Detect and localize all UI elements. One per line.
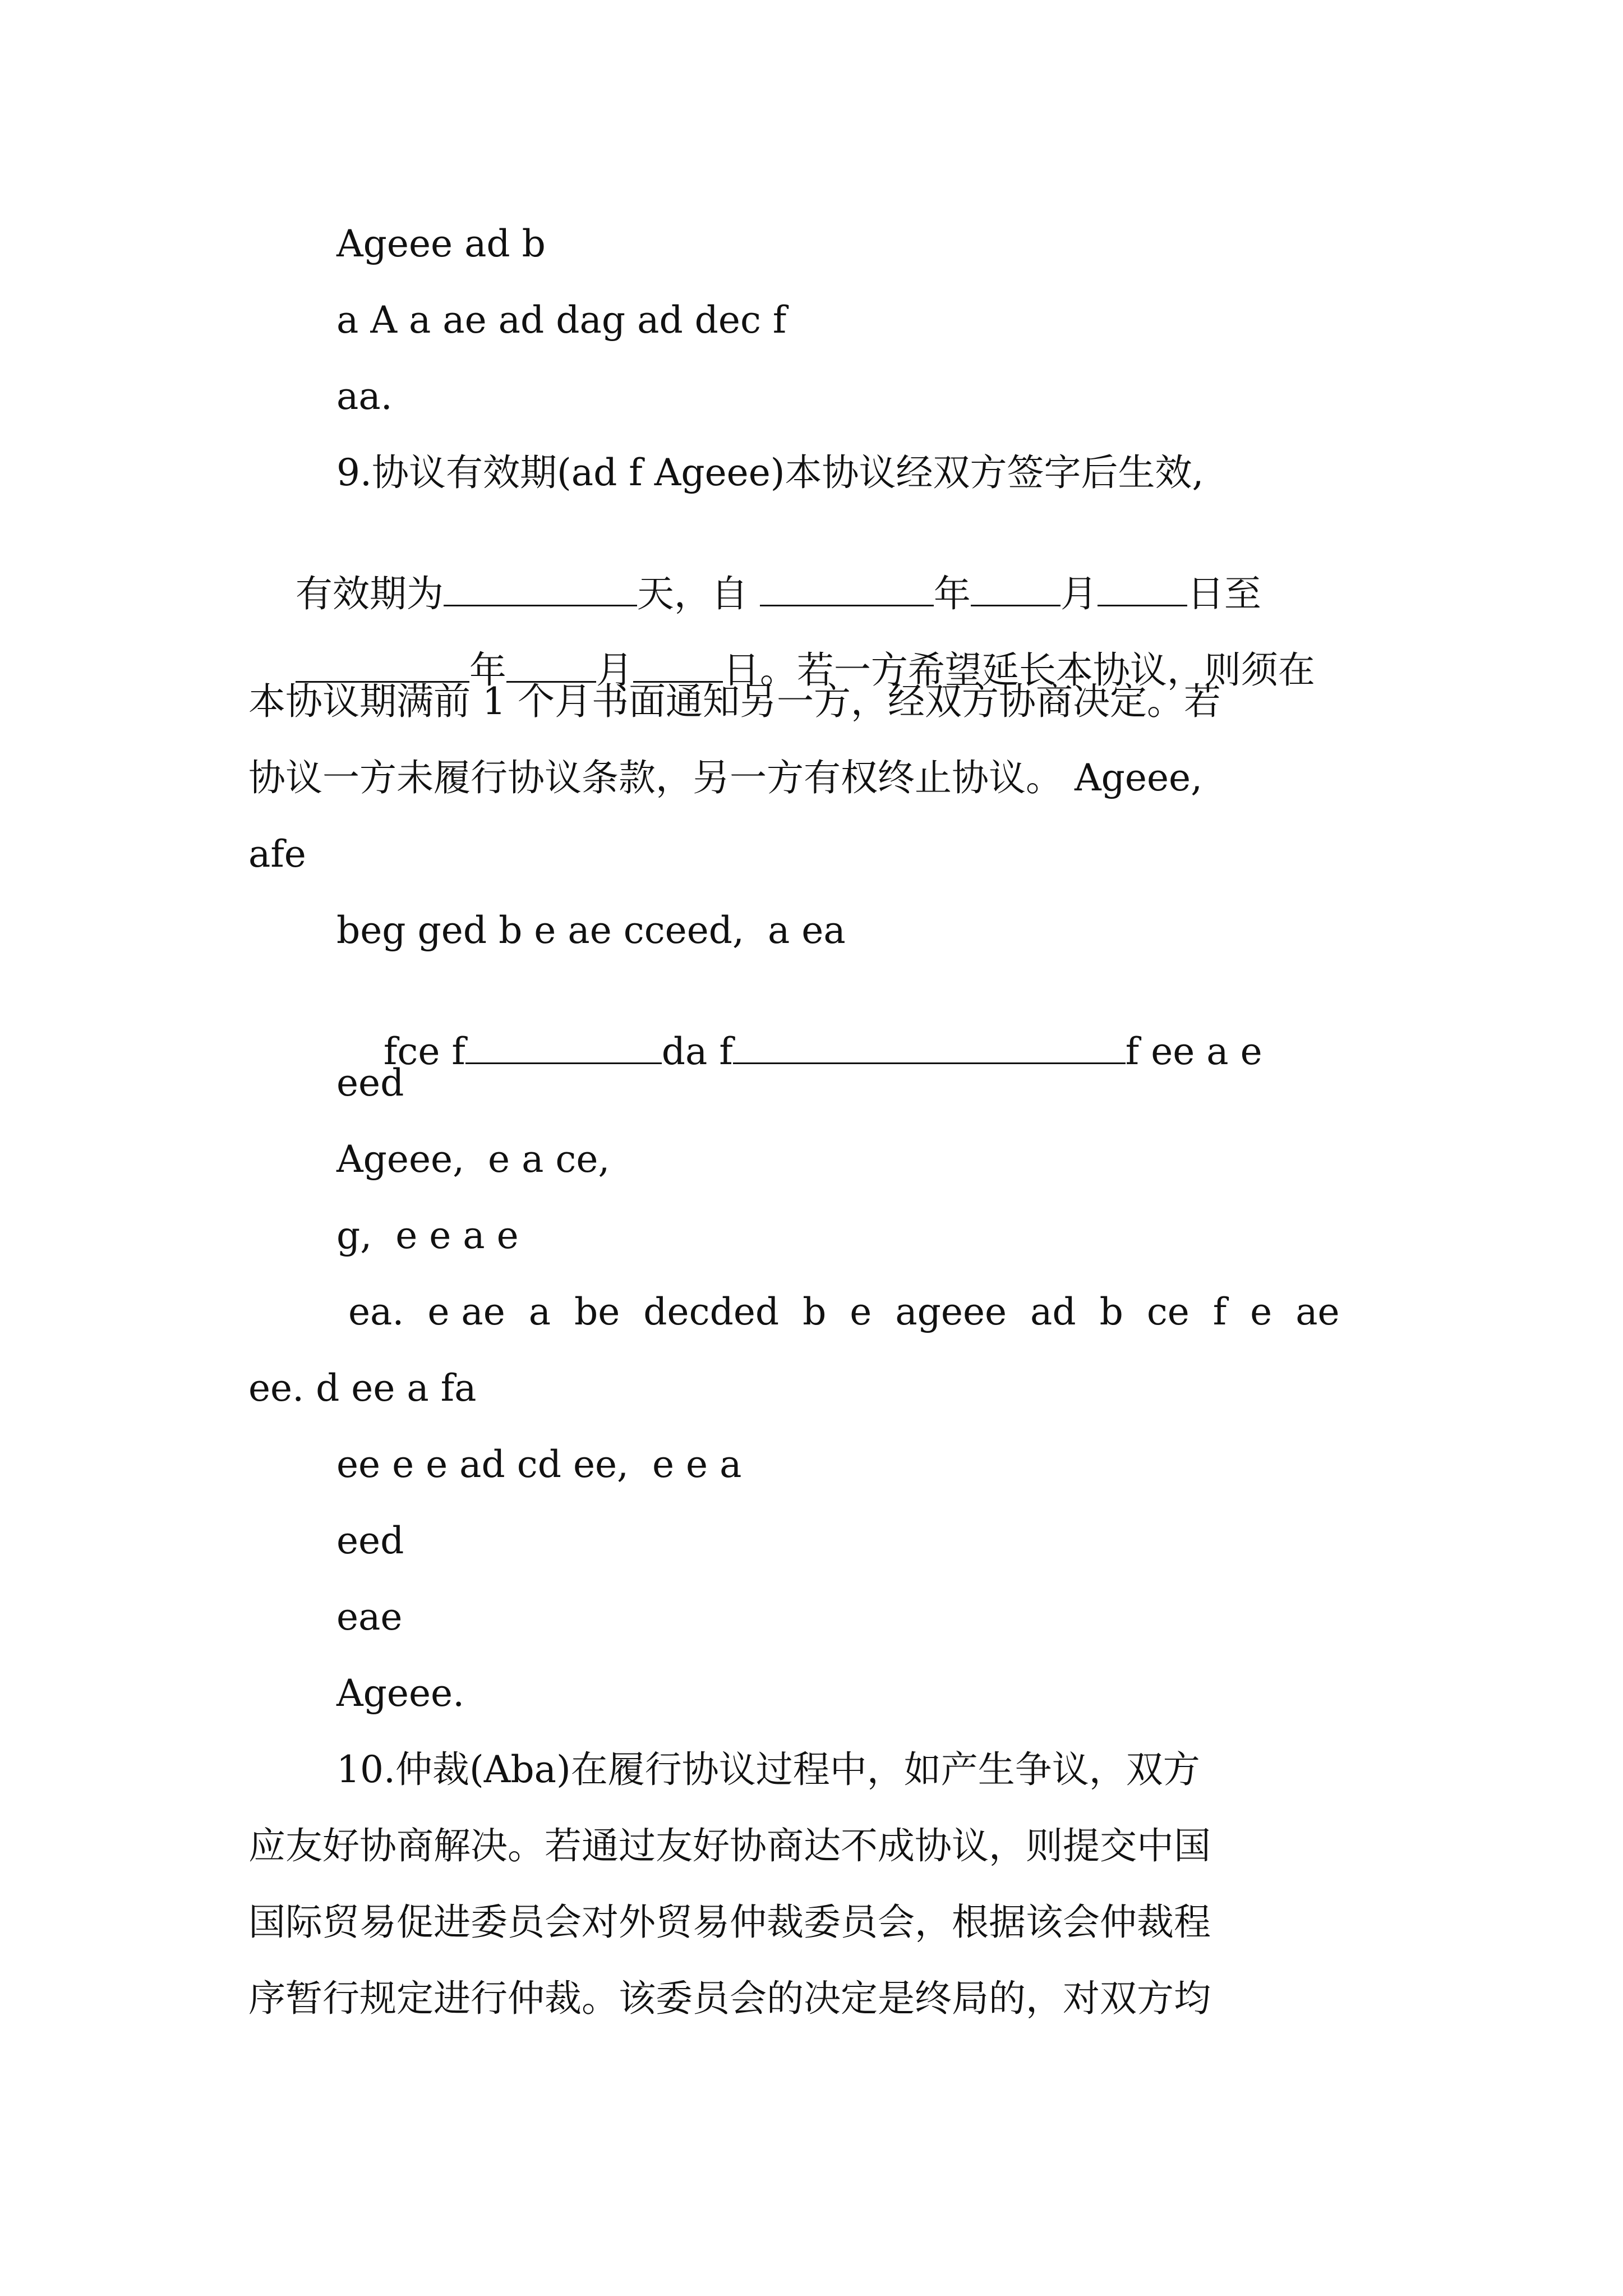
text-line: Ageee. — [336, 1672, 465, 1715]
text-segment: 年 — [469, 648, 506, 692]
text-line: ee. d ee a fa — [248, 1366, 477, 1410]
text-line: 应友好协商解决。若通过友好协商达不成协议，则提交中国 — [248, 1824, 1211, 1867]
blank-year — [760, 572, 934, 606]
text-line: Ageee ad b — [336, 222, 546, 265]
text-line: afe — [248, 832, 306, 876]
text-segment: 日至 — [1187, 572, 1261, 615]
blank-year — [296, 648, 469, 683]
blank-day — [633, 648, 723, 683]
text-line: 协议一方未履行协议条款，另一方有权终止协议。 Ageee, — [248, 756, 1203, 799]
blank-field — [465, 1030, 662, 1064]
blank-field — [733, 1030, 1126, 1064]
blank-day — [1098, 572, 1187, 606]
text-segment: da f — [661, 1030, 733, 1073]
text-line: eae — [336, 1595, 403, 1639]
text-segment: 天，自 — [637, 572, 748, 615]
text-line: 序暂行规定进行仲裁。该委员会的决定是终局的，对双方均 — [248, 1977, 1211, 2020]
text-segment: 有效期为 — [295, 572, 444, 615]
text-line: a A a ae ad dag ad dec f — [336, 298, 787, 342]
text-line: eed — [336, 1519, 404, 1562]
blank-month — [971, 572, 1061, 606]
text-line: 国际贸易促进委员会对外贸易仲裁委员会，根据该会仲裁程 — [248, 1901, 1211, 1944]
text-line: Ageee, e a ce, — [336, 1138, 610, 1181]
text-line: aa. — [336, 375, 393, 418]
blank-days — [444, 572, 637, 606]
text-line: g, e e a e — [336, 1214, 519, 1257]
text-segment: fce f — [383, 1030, 465, 1073]
text-segment: 日。若一方希望延长本协议，则须在 — [722, 648, 1315, 692]
text-segment: f ee a e — [1125, 1030, 1262, 1073]
text-line: 本协议期满前 1 个月书面通知另一方，经双方协商决定。若 — [248, 680, 1221, 723]
text-line: beg ged b e ae cceed, a ea — [336, 909, 846, 952]
clause-9-heading: 9.协议有效期(ad f Ageee)本协议经双方签字后生效, — [336, 451, 1204, 494]
text-line-with-blanks — [336, 984, 1262, 1119]
text-line: eed — [336, 1061, 404, 1105]
text-segment: 月 — [596, 648, 633, 692]
text-line: ee e e ad cd ee, e e a — [336, 1443, 742, 1486]
clause-10-heading: 10.仲裁(Aba)在履行协议过程中，如产生争议，双方 — [336, 1748, 1200, 1791]
text-segment: 月 — [1060, 572, 1098, 615]
text-segment: 年 — [933, 572, 971, 615]
blank-month — [506, 648, 596, 683]
text-line: ea. e ae a be decded b e ageee ad b ce f e ae — [336, 1290, 1340, 1333]
